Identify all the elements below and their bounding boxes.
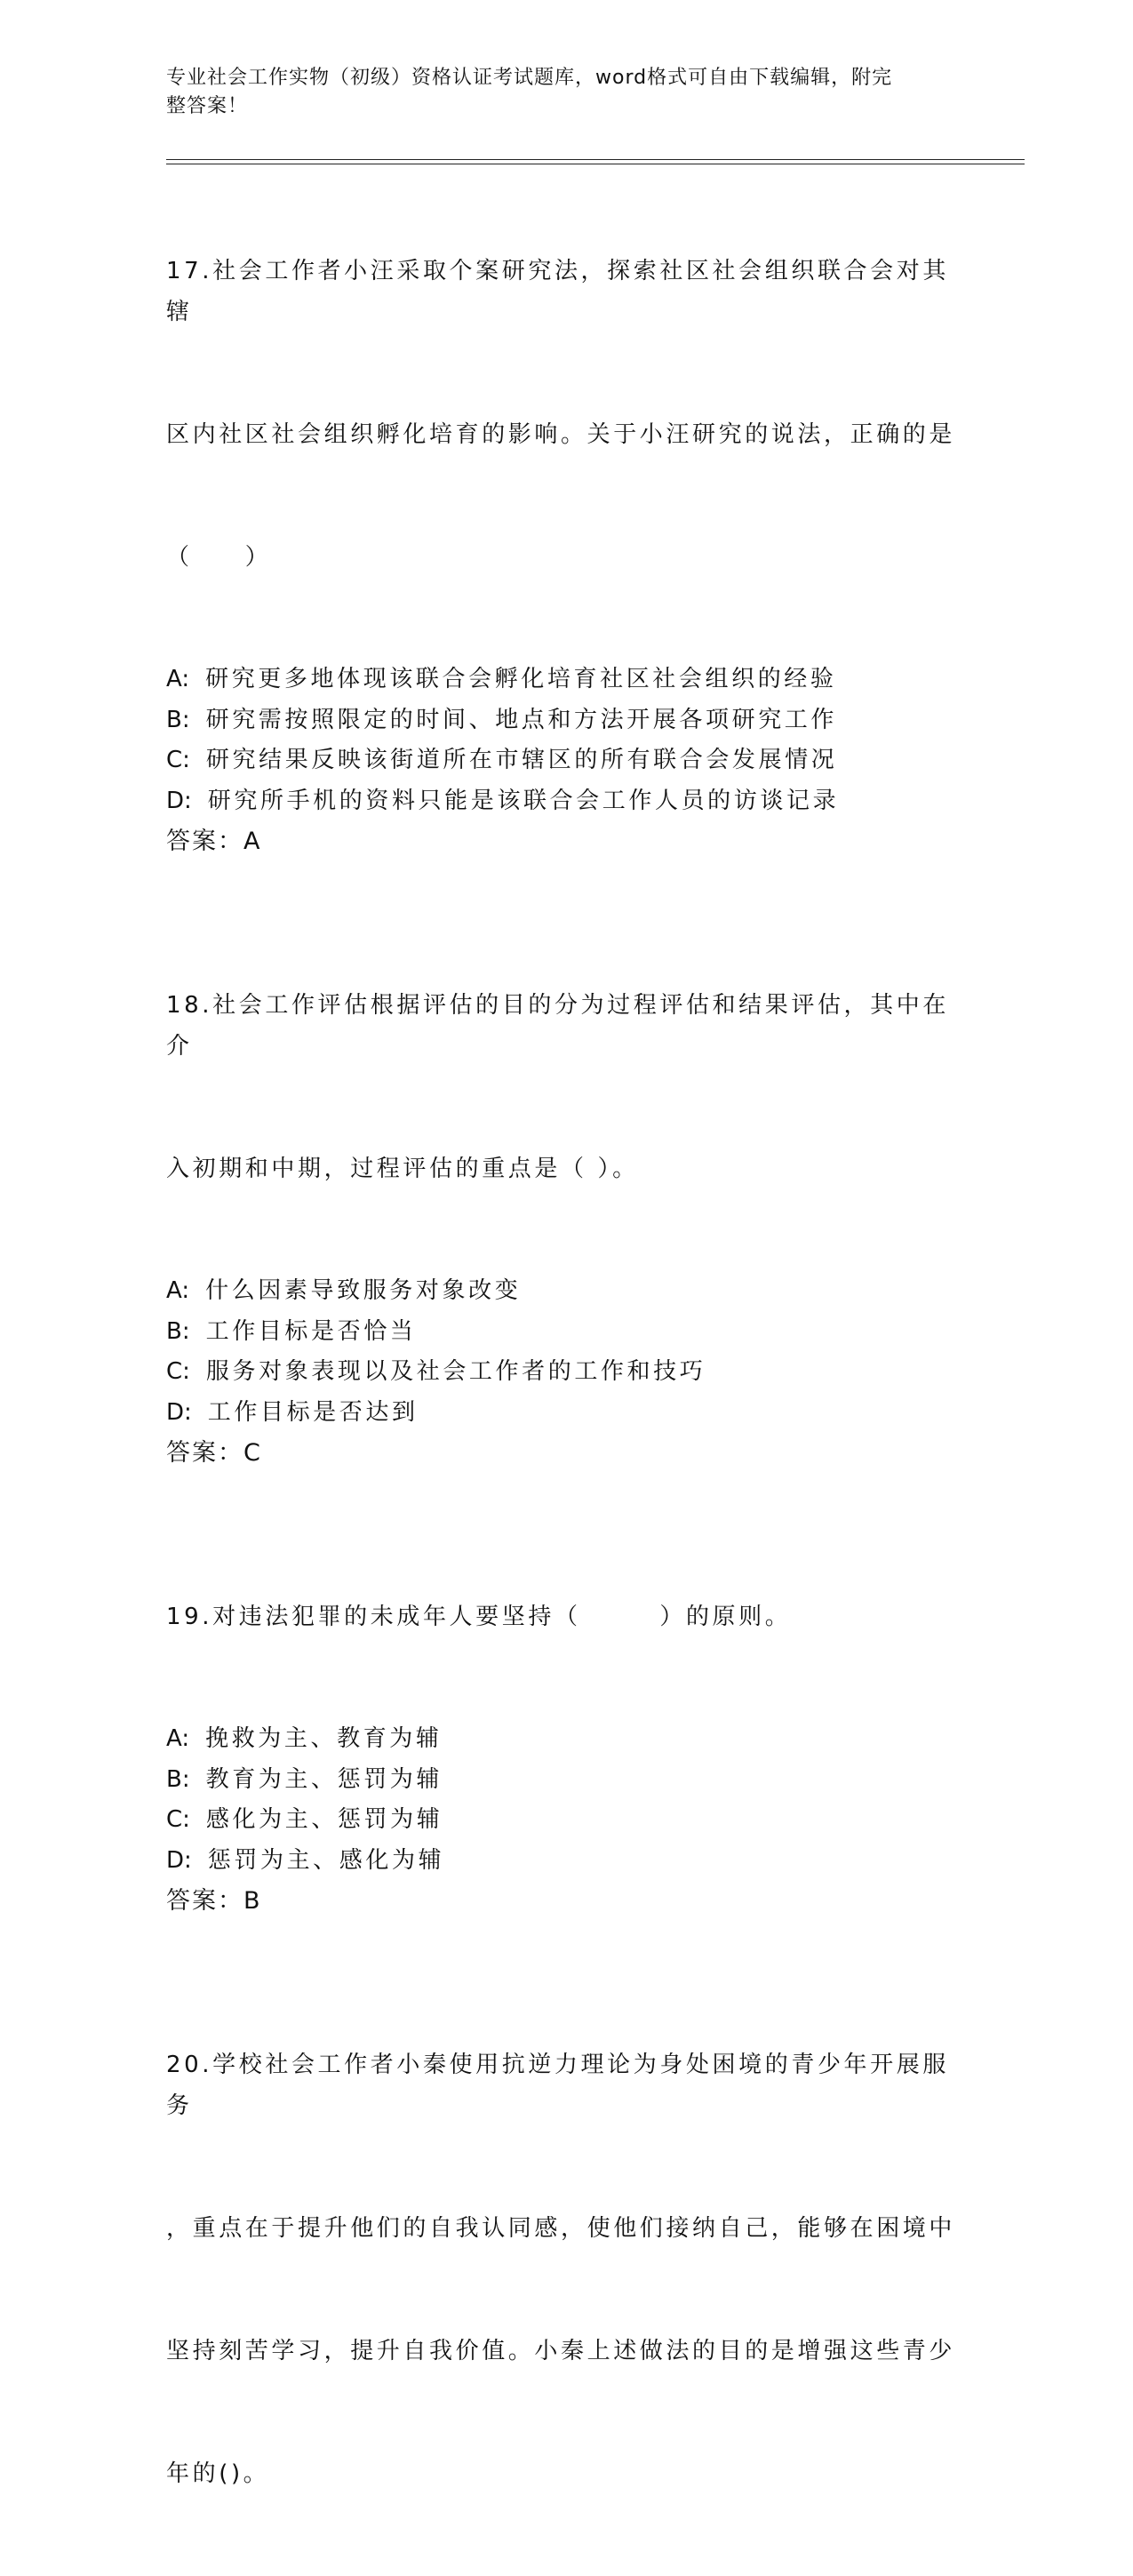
option-key: B: bbox=[166, 1765, 190, 1793]
option-text: 研究需按照限定的时间、地点和方法开展各项研究工作 bbox=[205, 706, 838, 733]
question-18 bbox=[166, 903, 966, 1474]
option-text: 感化为主、惩罚为辅 bbox=[205, 1806, 443, 1833]
question-spacer bbox=[166, 1474, 966, 1515]
option-key: C: bbox=[166, 1358, 190, 1385]
option-text: 服务对象表现以及社会工作者的工作和技巧 bbox=[205, 1358, 706, 1385]
question-stem-line: （ ） bbox=[166, 544, 272, 571]
question-stem-line: 区内社区社会组织孵化培育的影响。关于小汪研究的说法，正确的是 bbox=[166, 421, 956, 448]
option-text: 工作目标是否恰当 bbox=[205, 1317, 417, 1345]
option-text: 研究结果反映该街道所在市辖区的所有联合会发展情况 bbox=[205, 747, 838, 773]
option-c bbox=[166, 1800, 966, 1841]
option-a bbox=[166, 1271, 966, 1312]
question-stem-line: 坚持刻苦学习，提升自我价值。小秦上述做法的目的是增强这些青少 bbox=[166, 2338, 956, 2364]
question-19 bbox=[166, 1515, 966, 1922]
answer-line bbox=[166, 821, 966, 862]
question-stem bbox=[166, 1963, 966, 2576]
option-key: C: bbox=[166, 1806, 190, 1833]
option-b bbox=[166, 700, 966, 741]
header-line-2: 整答案！ bbox=[166, 95, 249, 117]
question-list bbox=[166, 169, 966, 2576]
question-stem-line: 19.对违法犯罪的未成年人要坚持（ ）的原则。 bbox=[166, 1604, 792, 1630]
question-stem-line: 18.社会工作评估根据评估的目的分为过程评估和结果评估，其中在介 bbox=[166, 992, 949, 1060]
question-stem bbox=[166, 903, 966, 1271]
question-stem-line: 入初期和中期，过程评估的重点是（ ）。 bbox=[166, 1156, 639, 1182]
question-stem-line: 年的()。 bbox=[166, 2460, 270, 2487]
option-key: A: bbox=[166, 666, 190, 692]
header-line-1: 专业社会工作实物（初级）资格认证考试题库，word格式可自由下载编辑，附完 bbox=[166, 67, 893, 89]
option-text: 什么因素导致服务对象改变 bbox=[205, 1277, 522, 1304]
answer-label: 答案： bbox=[166, 828, 243, 855]
option-key: D: bbox=[166, 1846, 192, 1874]
answer-value: B bbox=[243, 1887, 261, 1915]
answer-line bbox=[166, 1433, 966, 1474]
answer-label: 答案： bbox=[166, 1439, 243, 1467]
option-d bbox=[166, 1841, 966, 1882]
question-stem-line: ，重点在于提升他们的自我认同感，使他们接纳自己，能够在困境中 bbox=[166, 2215, 956, 2242]
answer-line bbox=[166, 1881, 966, 1922]
answer-value: C bbox=[243, 1439, 261, 1467]
option-b bbox=[166, 1760, 966, 1801]
option-text: 工作目标是否达到 bbox=[207, 1398, 419, 1426]
option-d bbox=[166, 781, 966, 822]
question-stem-line: 20.学校社会工作者小秦使用抗逆力理论为身处困境的青少年开展服务 bbox=[166, 2052, 949, 2119]
option-c bbox=[166, 740, 966, 781]
option-key: A: bbox=[166, 1277, 190, 1304]
question-stem bbox=[166, 169, 966, 660]
option-text: 教育为主、惩罚为辅 bbox=[205, 1765, 443, 1793]
option-a bbox=[166, 660, 966, 700]
option-d bbox=[166, 1393, 966, 1434]
option-key: A: bbox=[166, 1725, 190, 1752]
option-c bbox=[166, 1352, 966, 1393]
question-stem-line: 17.社会工作者小汪采取个案研究法，探索社区社会组织联合会对其辖 bbox=[166, 258, 949, 325]
option-key: D: bbox=[166, 787, 192, 814]
option-a bbox=[166, 1719, 966, 1760]
option-key: C: bbox=[166, 747, 190, 773]
option-key: B: bbox=[166, 1317, 190, 1345]
question-spacer bbox=[166, 862, 966, 903]
option-b bbox=[166, 1312, 966, 1353]
option-text: 研究所手机的资料只能是该联合会工作人员的访谈记录 bbox=[207, 787, 840, 814]
question-17 bbox=[166, 169, 966, 862]
option-key: D: bbox=[166, 1398, 192, 1426]
option-text: 研究更多地体现该联合会孵化培育社区社会组织的经验 bbox=[205, 666, 837, 692]
question-stem bbox=[166, 1515, 966, 1719]
option-text: 挽救为主、教育为辅 bbox=[205, 1725, 443, 1752]
answer-value: A bbox=[243, 828, 261, 855]
option-key: B: bbox=[166, 706, 190, 733]
document-header bbox=[166, 64, 948, 121]
question-20 bbox=[166, 1963, 966, 2576]
header-rule-top bbox=[166, 159, 1025, 160]
option-text: 惩罚为主、感化为辅 bbox=[207, 1846, 445, 1874]
answer-label: 答案： bbox=[166, 1887, 243, 1915]
question-spacer bbox=[166, 1922, 966, 1963]
